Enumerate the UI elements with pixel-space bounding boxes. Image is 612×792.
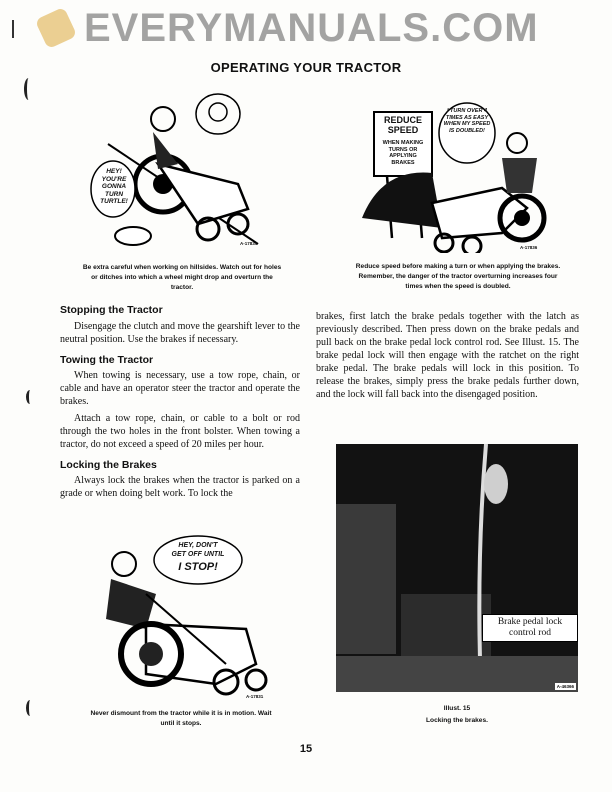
scan-mark <box>12 20 14 38</box>
paragraph: brakes, first latch the brake pedals together with the latch as previously described. Then press down on the brake pedals and pull back on the brake pedal lock control rod. See Illust. 15. The brake pedal lock will then engage with the ratchet on the right brake pedal. The brake pedals will lock in this position. To release the brakes, simply press the brake pedals further down, and the lock will fall back into the disengaged position. <box>316 311 579 400</box>
binding-hole-mark <box>24 78 33 100</box>
dismount-cartoon <box>86 534 276 702</box>
binding-hole-mark <box>26 700 34 716</box>
binding-hole-mark <box>26 390 34 404</box>
sign-title: REDUCE SPEED <box>383 115 422 135</box>
hillside-cartoon <box>88 84 273 249</box>
sign-subtitle: WHEN MAKING TURNS OR APPLYING BRAKES <box>382 140 424 166</box>
paragraph: Disengage the clutch and move the gearshift lever to the neutral position. Use the brakes if necessary. <box>60 321 300 345</box>
paragraph: Always lock the brakes when the tractor is parked on a grade or when doing belt work. To lock the <box>60 475 300 499</box>
tractor-tipping-illustration <box>88 84 273 249</box>
hillside-figure-code: A-17834 <box>240 241 258 246</box>
dismount-figure-code: A-17831 <box>246 694 264 699</box>
reduce-speed-cartoon <box>362 98 552 253</box>
brake-photo <box>336 444 578 692</box>
paragraph: Attach a tow rope, chain, or cable to a bolt or rod through the two holes in the front bolster. When towing a tractor, do not exceed a speed of 20 miles per hour. <box>60 413 300 450</box>
illust-number: Illust. 15 <box>443 705 471 712</box>
dismount-speech-line3: I STOP! <box>178 561 218 573</box>
dismount-caption: Never dismount from the tractor while it is in motion. Wait until it stops. <box>90 710 272 727</box>
reduce-speed-caption: Reduce speed before making a turn or when applying the brakes. Remember, the danger of the tractor overturning increases four times when the speed is doubled. <box>355 263 561 290</box>
page-title: OPERATING YOUR TRACTOR <box>210 60 402 75</box>
illust-caption: Locking the brakes. <box>426 717 488 724</box>
reduce-speed-speech-bubble: I TURN OVER 4 TIMES AS EASY WHEN MY SPEED IS DOUBLED! <box>443 108 491 134</box>
brake-photo-image <box>336 444 578 692</box>
watermark: EVERYMANUALS.COM <box>84 6 539 50</box>
watermark-logo <box>35 7 78 50</box>
photo-figure-code: A-46366 <box>556 684 574 689</box>
right-column-text <box>316 310 579 405</box>
left-column-text <box>60 304 300 504</box>
heading-stopping: Stopping the Tractor <box>60 304 163 316</box>
reduce-speed-figure-code: A-17836 <box>520 245 538 250</box>
paragraph: When towing is necessary, use a tow rope, chain, or cable and have an operator steer the tractor and operate the brakes. <box>60 370 300 407</box>
dismount-speech-line2: GET OFF UNTIL <box>171 551 225 558</box>
hillside-caption: Be extra careful when working on hillsides. Watch out for holes or ditches into which a wheel might drop and overturn the tractor. <box>82 264 282 291</box>
heading-towing: Towing the Tractor <box>60 354 154 366</box>
page-number: 15 <box>299 743 313 755</box>
heading-locking: Locking the Brakes <box>60 459 157 471</box>
dismount-illustration <box>86 534 276 702</box>
hillside-speech-bubble: HEY! YOU'RE GONNA TURN TURTLE! <box>100 168 128 205</box>
dismount-speech-line1: HEY, DON'T <box>178 542 218 549</box>
brake-rod-label: Brake pedal lock control rod <box>482 614 578 642</box>
